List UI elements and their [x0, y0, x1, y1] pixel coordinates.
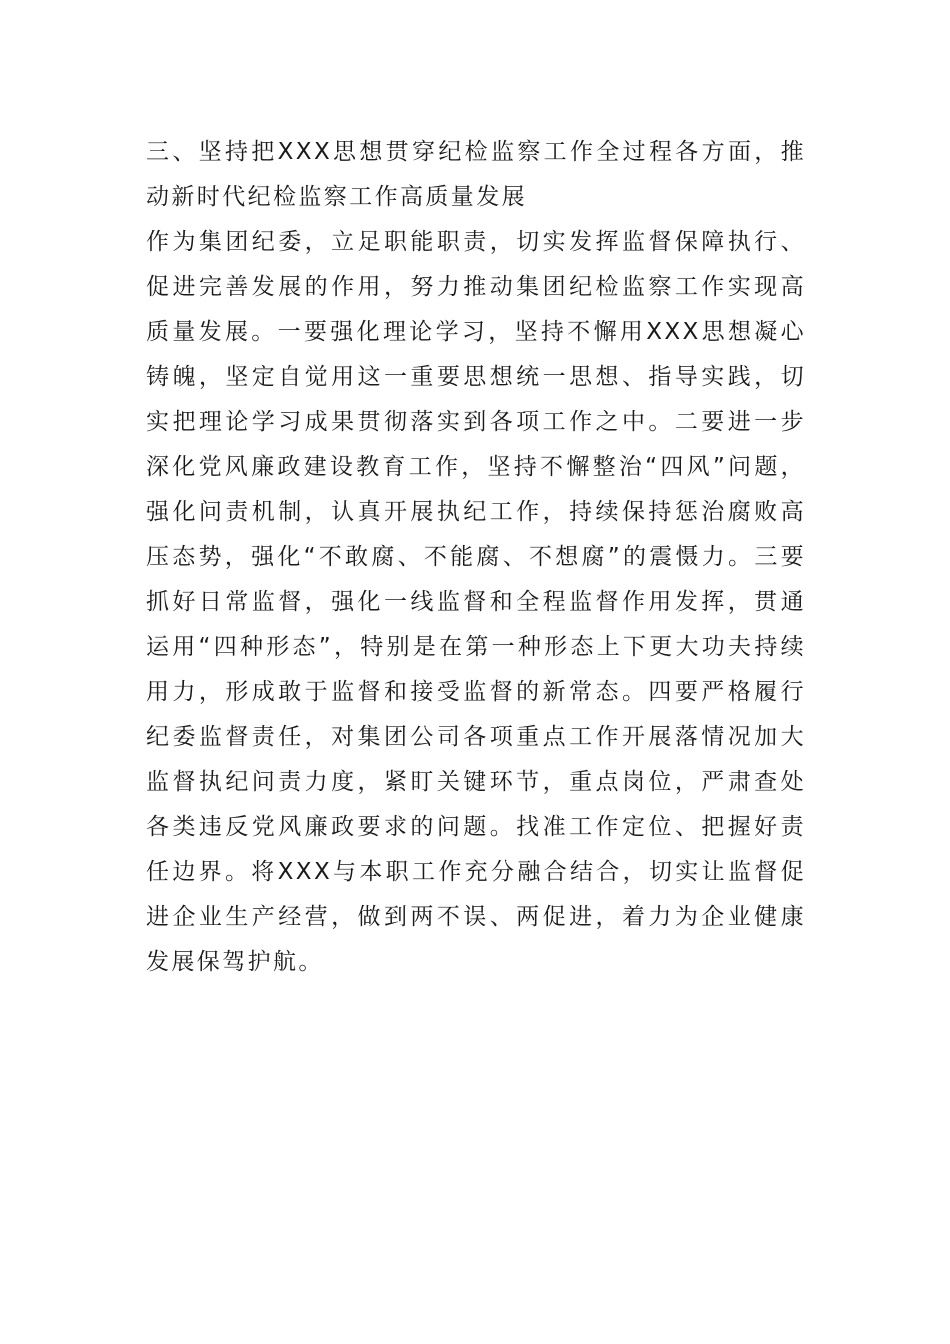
document-body [146, 130, 806, 985]
body-paragraph: 作为集团纪委，立足职能职责，切实发挥监督保障执行、促进完善发展的作用，努力推动集团纪检监察工作实现高质量发展。一要强化理论学习，坚持不懈用XXX思想凝心铸魄，坚定自觉用这一重要思想统一思想、指导实践，切实把理论学习成果贯彻落实到各项工作之中。二要进一步深化党风廉政建设教育工作，坚持不懈整治“四风”问题，强化问责机制，认真开展执纪工作，持续保持惩治腐败高压态势，强化“不敢腐、不能腐、不想腐”的震慑力。三要抓好日常监督，强化一线监督和全程监督作用发挥，贯通运用“四种形态”，特别是在第一种形态上下更大功夫持续用力，形成敢于监督和接受监督的新常态。四要严格履行纪委监督责任，对集团公司各项重点工作开展落情况加大监督执纪问责力度，紧盯关键环节，重点岗位，严肃查处各类违反党风廉政要求的问题。找准工作定位、把握好责任边界。将XXX与本职工作充分融合结合，切实让监督促进企业生产经营，做到两不误、两促进，着力为企业健康发展保驾护航。 [146, 229, 806, 975]
section-heading: 三、坚持把XXX思想贯穿纪检监察工作全过程各方面，推动新时代纪检监察工作高质量发展 [146, 139, 806, 210]
